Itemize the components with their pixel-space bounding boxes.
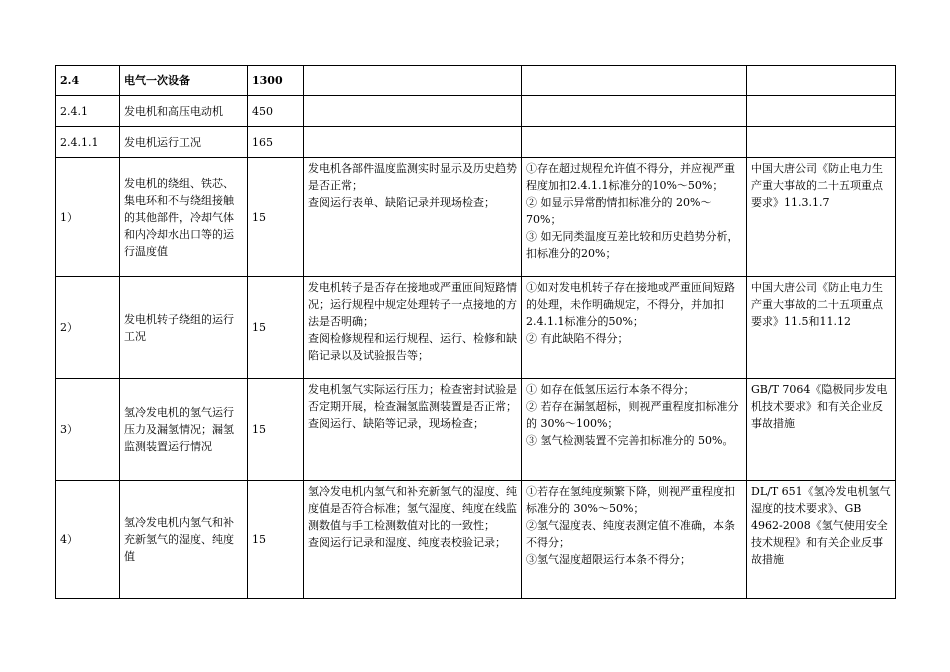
item-name: 发电机和高压电动机 (120, 96, 248, 127)
table-row (56, 379, 896, 481)
table-row (56, 277, 896, 379)
check-method: 发电机氢气实际运行压力；检查密封试验是否定期开展，检查漏氢监测装置是否正常； 查阅运行、缺陷等记录，现场检查； (304, 379, 522, 481)
scoring-criteria (522, 96, 747, 127)
item-name: 发电机运行工况 (120, 127, 248, 158)
check-method: 氢冷发电机内氢气和补充新氢气的湿度、纯度值是否符合标准；氢气湿度、纯度在线监测数值与手工检测数值对比的一致性； 查阅运行记录和湿度、纯度表校验记录； (304, 481, 522, 599)
check-method (304, 96, 522, 127)
standard-score: 165 (248, 127, 304, 158)
item-name: 发电机的绕组、铁芯、集电环和不与绕组接触的其他部件，冷却气体和内冷却水出口等的运行温度值 (120, 158, 248, 277)
item-name: 电气一次设备 (120, 66, 248, 96)
scoring-criteria: ①如对发电机转子存在接地或严重匝间短路的处理，未作明确规定，不得分，并加扣2.4.1.1标准分的50%； ② 有此缺陷不得分； (522, 277, 747, 379)
check-method (304, 127, 522, 158)
reference-basis (747, 96, 896, 127)
row-number: 3） (56, 379, 120, 481)
standard-score: 450 (248, 96, 304, 127)
evaluation-table (55, 65, 896, 599)
item-name: 氢冷发电机内氢气和补充新氢气的湿度、纯度值 (120, 481, 248, 599)
item-name: 发电机转子绕组的运行工况 (120, 277, 248, 379)
table-row (56, 481, 896, 599)
standard-score: 15 (248, 158, 304, 277)
check-method (304, 66, 522, 96)
table-row (56, 158, 896, 277)
scoring-criteria: ① 如存在低氢压运行本条不得分； ② 若存在漏氢超标，则视严重程度扣标准分的 30%～100%； ③ 氢气检测装置不完善扣标准分的 50%。 (522, 379, 747, 481)
standard-score: 15 (248, 277, 304, 379)
scoring-criteria: ①若存在氢纯度频繁下降，则视严重程度扣标准分的 30%～50%； ②氢气湿度表、纯度表测定值不准确，本条不得分； ③氢气湿度超限运行本条不得分； (522, 481, 747, 599)
row-number: 4） (56, 481, 120, 599)
row-number: 1） (56, 158, 120, 277)
table-row (56, 127, 896, 158)
standard-score: 1300 (248, 66, 304, 96)
reference-basis: 中国大唐公司《防止电力生产重大事故的二十五项重点要求》11.3.1.7 (747, 158, 896, 277)
check-method: 发电机转子是否存在接地或严重匝间短路情况；运行规程中规定处理转子一点接地的方法是否明确； 查阅检修规程和运行规程、运行、检修和缺陷记录以及试验报告等； (304, 277, 522, 379)
scoring-criteria: ①存在超过规程允许值不得分，并应视严重程度加扣2.4.1.1标准分的10%～50%； ② 如显示异常酌情扣标准分的 20%～70%； ③ 如无同类温度互差比较和历史趋势分析，扣标准分的20%； (522, 158, 747, 277)
reference-basis: GB/T 7064《隐极同步发电机技术要求》和有关企业反事故措施 (747, 379, 896, 481)
row-number: 2） (56, 277, 120, 379)
reference-basis: DL/T 651《氢冷发电机氢气湿度的技术要求》、GB 4962-2008《氢气使用安全技术规程》和有关企业反事故措施 (747, 481, 896, 599)
reference-basis: 中国大唐公司《防止电力生产重大事故的二十五项重点要求》11.5和11.12 (747, 277, 896, 379)
row-number: 2.4 (56, 66, 120, 96)
standard-score: 15 (248, 481, 304, 599)
row-number: 2.4.1.1 (56, 127, 120, 158)
item-name: 氢冷发电机的氢气运行压力及漏氢情况；漏氢监测装置运行情况 (120, 379, 248, 481)
row-number: 2.4.1 (56, 96, 120, 127)
scoring-criteria (522, 66, 747, 96)
table-row (56, 96, 896, 127)
check-method: 发电机各部件温度监测实时显示及历史趋势是否正常； 查阅运行表单、缺陷记录并现场检查； (304, 158, 522, 277)
table-row (56, 66, 896, 96)
reference-basis (747, 66, 896, 96)
standard-score: 15 (248, 379, 304, 481)
reference-basis (747, 127, 896, 158)
scoring-criteria (522, 127, 747, 158)
